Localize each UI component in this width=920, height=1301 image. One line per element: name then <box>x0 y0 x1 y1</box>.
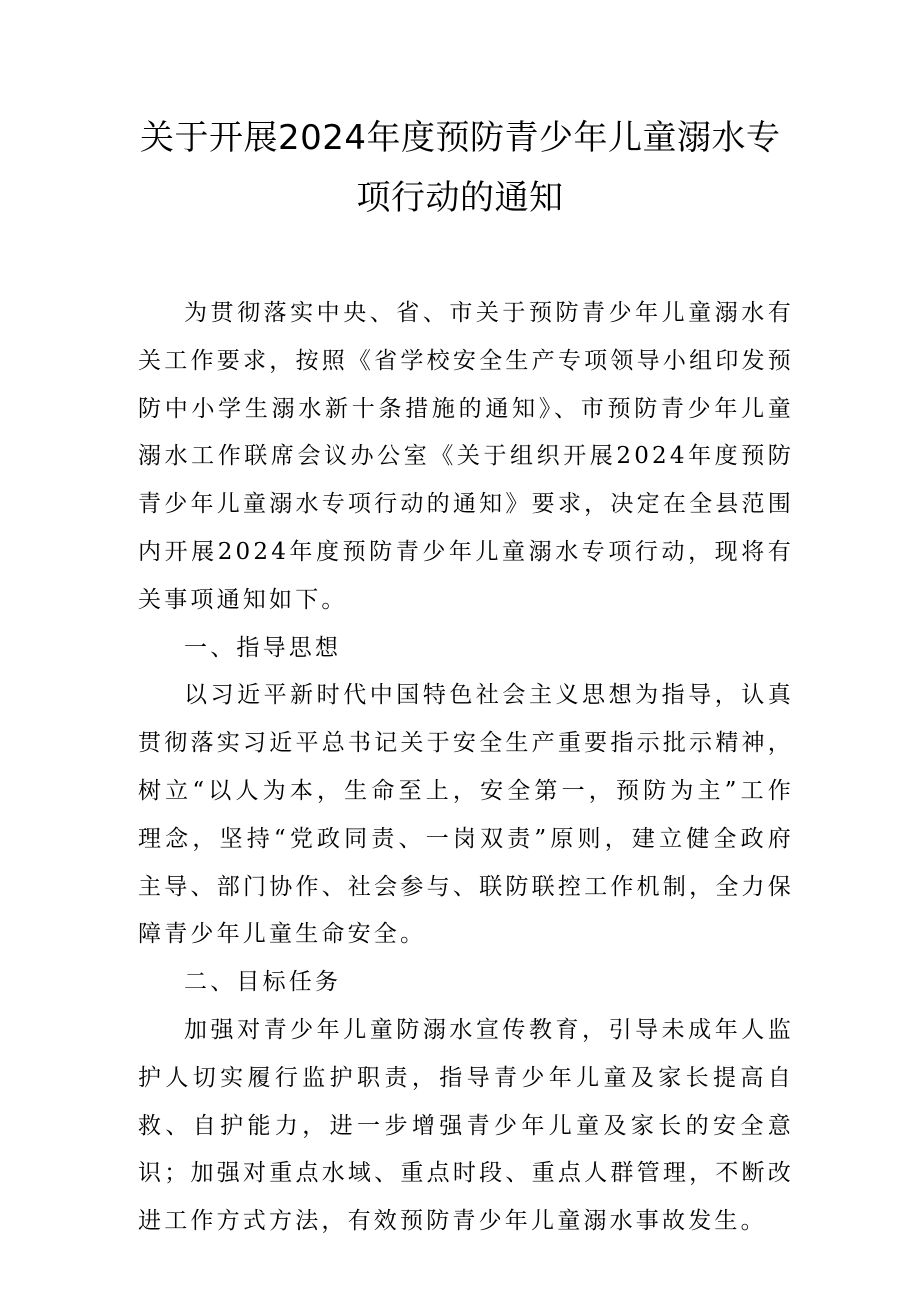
title-line-1: 关于开展2024年度预防青少年儿童溺水专 <box>140 118 781 158</box>
section-heading-guiding-ideology: 一、指导思想 <box>184 634 342 661</box>
intro-paragraph: 为贯彻落实中央、省、市关于预防青少年儿童溺水有关工作要求，按照《省学校安全生产专项领导小组印发预防中小学生溺水新十条措施的通知》、市预防青少年儿童溺水工作联席会议办公室《关于组织开展2024年度预防青少年儿童溺水专项行动的通知》要求，决定在全县范围内开展2024年度预防青少年儿童溺水专项行动，现将有关事项通知如下。 <box>138 300 794 613</box>
document-title <box>140 108 780 228</box>
document-body <box>138 290 794 1246</box>
objectives-paragraph: 加强对青少年儿童防溺水宣传教育，引导未成年人监护人切实履行监护职责，指导青少年儿童及家长提高自救、自护能力，进一步增强青少年儿童及家长的安全意识；加强对重点水域、重点时段、重点人群管理，不断改进工作方式方法，有效预防青少年儿童溺水事故发生。 <box>138 1016 794 1235</box>
guiding-ideology-paragraph: 以习近平新时代中国特色社会主义思想为指导，认真贯彻落实习近平总书记关于安全生产重要指示批示精神，树立“以人为本，生命至上，安全第一，预防为主”工作理念，坚持“党政同责、一岗双责”原则，建立健全政府主导、部门协作、社会参与、联防联控工作机制，全力保障青少年儿童生命安全。 <box>138 682 794 948</box>
section-heading-objectives: 二、目标任务 <box>184 969 342 996</box>
title-line-2: 项行动的通知 <box>356 178 564 218</box>
